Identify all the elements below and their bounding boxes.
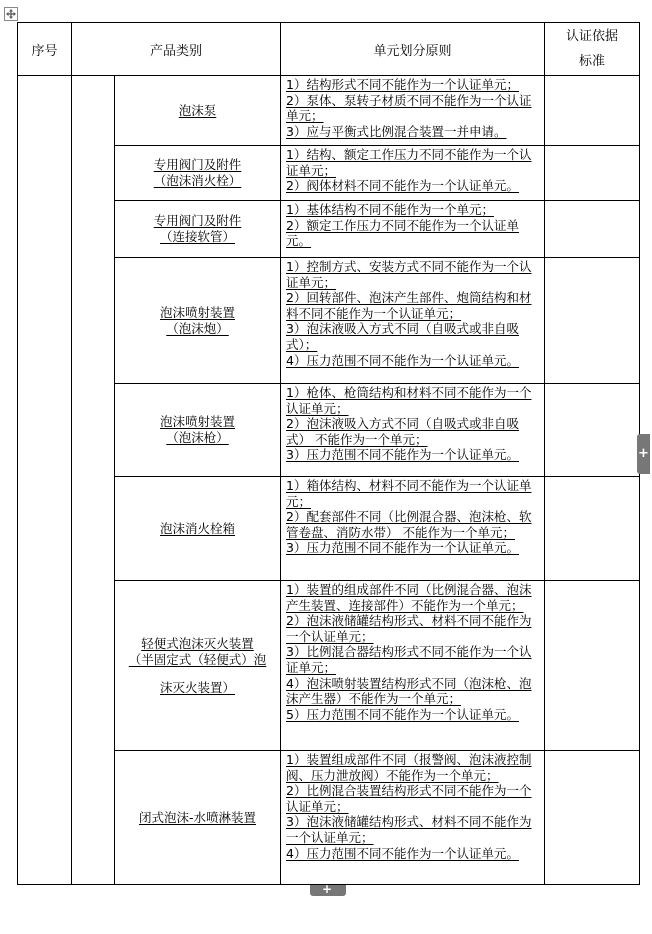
product-name-line: 闭式泡沫-水喷淋装置 [139,809,257,825]
rule-item: 4）压力范围不同不能作为一个认证单元。 [286,845,519,861]
product-name-line: 泡沫喷射装置 [160,414,236,429]
unit-rule-cell [281,384,545,477]
rule-item: 2）配套部件不同（比例混合器、泡沫枪、软管卷盘、消防水带） 不能作为一个单元； [286,509,532,540]
unit-rule-cell [281,751,545,885]
table-row [18,76,640,146]
unit-rule-cell [281,76,545,146]
rule-item: 1）装置的组成部件不同（比例混合器、泡沫产生装置、连接部件）不能作为一个单元； [286,582,532,613]
product-name-cell [115,477,281,581]
expand-right-handle[interactable] [637,434,650,474]
header-category: 产品类别 [72,23,281,76]
product-name-line: （泡沫枪） [166,430,229,445]
product-name-line: 轻便式泡沫灭火装置 [141,635,254,651]
unit-rule-cell [281,201,545,258]
product-name-line: （半固定式（轻便式）泡 [128,651,267,667]
rule-item: 1）结构形式不同不能作为一个认证单元； [286,77,519,92]
product-name-cell [115,146,281,201]
rule-item: 1）控制方式、安装方式不同不能作为一个认证单元； [286,259,532,290]
rule-item: 3）比例混合器结构形式不同不能作为一个认证单元； [286,644,532,675]
rule-item: 3）泡沫液储罐结构形式、材料不同不能作为一个认证单元； [286,814,532,845]
unit-rule-cell [281,477,545,581]
standard-cell [545,201,640,258]
product-name-line: （连接软管） [160,229,236,244]
product-name-cell [115,384,281,477]
rule-item: 4）泡沫喷射装置结构形式不同（泡沫枪、泡沫产生器）不能作为一个单元； [286,675,532,707]
certification-unit-table [17,22,640,885]
rule-item: 2）泵体、泵转子材质不同不能作为一个认证单元； [286,92,532,124]
table-move-handle-icon[interactable] [4,6,18,20]
rule-item: 3）泡沫液吸入方式不同（自吸式或非自吸式）； [286,321,519,352]
header-standard-line2: 标准 [579,54,606,69]
standard-cell [545,581,640,751]
product-name-line: 泡沫喷射装置 [160,304,236,320]
rule-item: 1）枪体、枪筒结构和材料不同不能作为一个认证单元； [286,385,532,416]
rule-item: 1）装置组成部件不同（报警阀、泡沫液控制阀、压力泄放阀）不能作为一个单元； [286,752,532,783]
serial-number-cell [18,76,72,885]
rule-item: 4）压力范围不同不能作为一个认证单元。 [286,352,519,368]
standard-cell [545,477,640,581]
rule-item: 2）比例混合装置结构形式不同不能作为一个认证单元； [286,783,532,814]
header-no: 序号 [18,23,72,76]
rule-item: 3）压力范围不同不能作为一个认证单元。 [286,540,519,556]
product-name-cell [115,76,281,146]
plus-icon: + [322,882,333,896]
product-name-line: 专用阀门及附件 [153,157,242,172]
unit-rule-cell [281,146,545,201]
product-name-line: 专用阀门及附件 [153,213,242,228]
unit-rule-cell [281,581,545,751]
expand-bottom-handle[interactable] [310,882,346,896]
rule-item: 2）阀体材料不同不能作为一个认证单元。 [286,178,519,194]
rule-item: 2）泡沫液吸入方式不同（自吸式或非自吸式） 不能作为一个单元； [286,416,519,447]
standard-cell [545,146,640,201]
table-header-row [18,23,640,76]
standard-cell [545,76,640,146]
product-name-cell [115,581,281,751]
product-name-cell [115,751,281,885]
rule-item: 2）回转部件、泡沫产生部件、炮筒结构和材料不同不能作为一个认证单元； [286,290,532,321]
rule-item: 1）箱体结构、材料不同不能作为一个认证单元； [286,478,532,509]
rule-item: 2）额定工作压力不同不能作为一个认证单元。 [286,217,519,249]
product-name-line: 泡沫消火栓箱 [160,520,236,536]
plus-icon: + [638,446,649,461]
unit-rule-cell [281,258,545,384]
standard-cell [545,751,640,885]
product-name-cell [115,201,281,258]
product-name-line: （泡沫炮） [166,320,229,336]
header-standard-line1: 认证依据 [566,29,619,44]
rule-item: 1）基体结构不同不能作为一个单元； [286,202,494,217]
header-rule: 单元划分原则 [281,23,545,76]
sub-category-cell [72,76,115,885]
standard-cell [545,258,640,384]
product-name-cell [115,258,281,384]
rule-item: 1）结构、额定工作压力不同不能作为一个认证单元； [286,147,532,178]
standard-cell [545,384,640,477]
product-name-line: 沫灭火装置） [160,679,236,695]
rule-item: 2）泡沫液储罐结构形式、材料不同不能作为一个认证单元； [286,613,532,644]
product-name-line: 泡沫泵 [178,102,217,118]
rule-item: 5）压力范围不同不能作为一个认证单元。 [286,706,519,722]
rule-item: 3）压力范围不同不能作为一个认证单元。 [286,447,519,463]
header-standard [545,23,640,76]
product-name-line: （泡沫消火栓） [153,173,242,188]
rule-item: 3）应与平衡式比例混合装置一并申请。 [286,123,507,139]
